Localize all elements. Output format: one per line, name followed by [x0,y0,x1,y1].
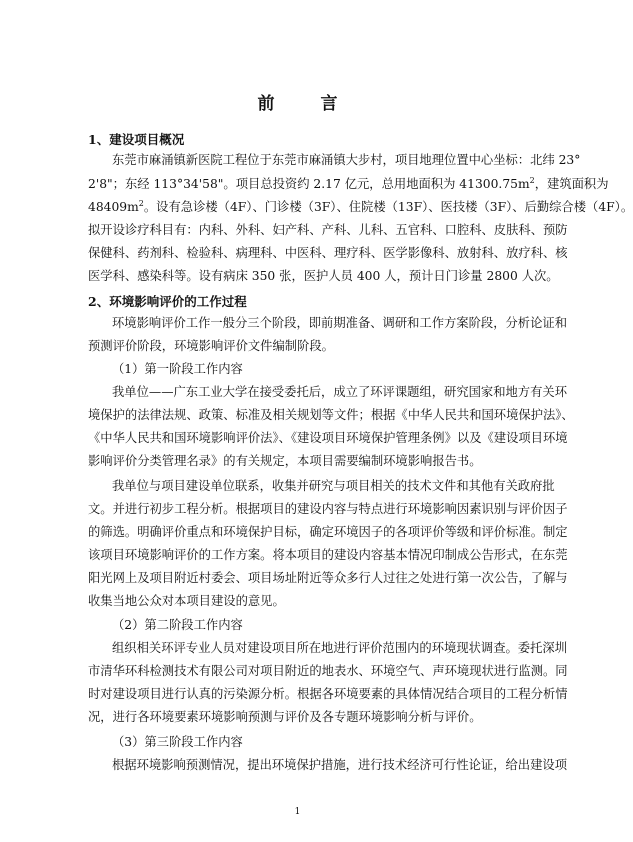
page-number: 1 [294,807,301,817]
paragraph-line: 的筛选。明确评价重点和环境保护目标，确定环境因子的各项评价等级和评价标准。制定 [88,525,568,539]
paragraph-line: 我单位——广东工业大学在接受委托后，成立了环评课题组，研究国家和地方有关环 [112,385,567,399]
paragraph-line: 根据环境影响预测情况，提出环境保护措施，进行技术经济可行性论证，给出建设项 [112,758,567,772]
paragraph-line: 文。并进行初步工程分析。根据项目的建设内容与特点进行环境影响因素识别与评价因子 [88,502,568,516]
paragraph-line: 预测评价阶段，环境影响评价文件编制阶段。 [88,339,334,353]
subsection-heading: （1）第一阶段工作内容 [112,362,243,376]
paragraph-line: $48409m^2$。设有急诊楼（4F）、门诊楼（3F）、住院楼（13F）、医技楼（3F）、后勤综合楼（4F）。 [88,198,633,214]
paragraph-line: 我单位与项目建设单位联系，收集并研究与项目相关的技术文件和其他有关政府批 [112,479,555,493]
page-title: 前 言 [257,94,358,114]
paragraph-line: 保健科、药剂科、检验科、病理科、中医科、理疗科、医学影像科、放射科、放疗科、核 [88,246,568,260]
paragraph-line: 影响评价分类管理名录》的有关规定，本项目需要编制环境影响报告书。 [88,454,482,468]
paragraph-line: 2'8"；东经 113°34'58"。项目总投资约 2.17 亿元，总用地面积为 $41300.75m^2$，建筑面积为 [88,175,609,191]
section-heading-eia-process: 2、环境影响评价的工作过程 [88,294,247,309]
paragraph-line: 组织相关环评专业人员对建设项目所在地进行评价范围内的环境现状调查。委托深圳 [112,641,567,655]
subsection-heading: （3）第三阶段工作内容 [112,735,243,749]
paragraph-line: 况，进行各环境要素环境影响预测与评价及各专题环境影响分析与评价。 [88,710,482,724]
paragraph-line: 医学科、感染科等。设有病床 350 张，医护人员 400 人，预计日门诊量 2800 人次。 [88,269,559,283]
paragraph-line: 《中华人民共和国环境影响评价法》、《建设项目环境保护管理条例》以及《建设项目环境 [88,431,568,445]
paragraph-line: 时对建设项目进行认真的污染源分析。根据各环境要素的具体情况结合项目的工程分析情 [88,687,568,701]
section-heading-project-overview: 1、建设项目概况 [88,132,185,147]
paragraph-line: 该项目环境影响评价的工作方案。将本项目的建设内容基本情况印制成公告形式，在东莞 [88,548,568,562]
paragraph-line: 拟开设诊疗科目有：内科、外科、妇产科、产科、儿科、五官科、口腔科、皮肤科、预防 [88,223,568,237]
paragraph-line: 境保护的法律法规、政策、标准及相关规划等文件；根据《中华人民共和国环境保护法》、 [88,408,574,422]
paragraph-line: 阳光网上及项目附近村委会、项目场址附近等众多行人过往之处进行第一次公告，了解与 [88,571,568,585]
paragraph-line: 收集当地公众对本项目建设的意见。 [88,594,285,608]
paragraph-line: 环境影响评价工作一般分三个阶段，即前期准备、调研和工作方案阶段，分析论证和 [112,316,567,330]
subsection-heading: （2）第二阶段工作内容 [112,618,243,632]
paragraph-line: 东莞市麻涌镇新医院工程位于东莞市麻涌镇大步村，项目地理位置中心坐标：北纬 23° [112,153,581,167]
paragraph-line: 市清华环科检测技术有限公司对项目附近的地表水、环境空气、声环境现状进行监测。同 [88,664,568,678]
